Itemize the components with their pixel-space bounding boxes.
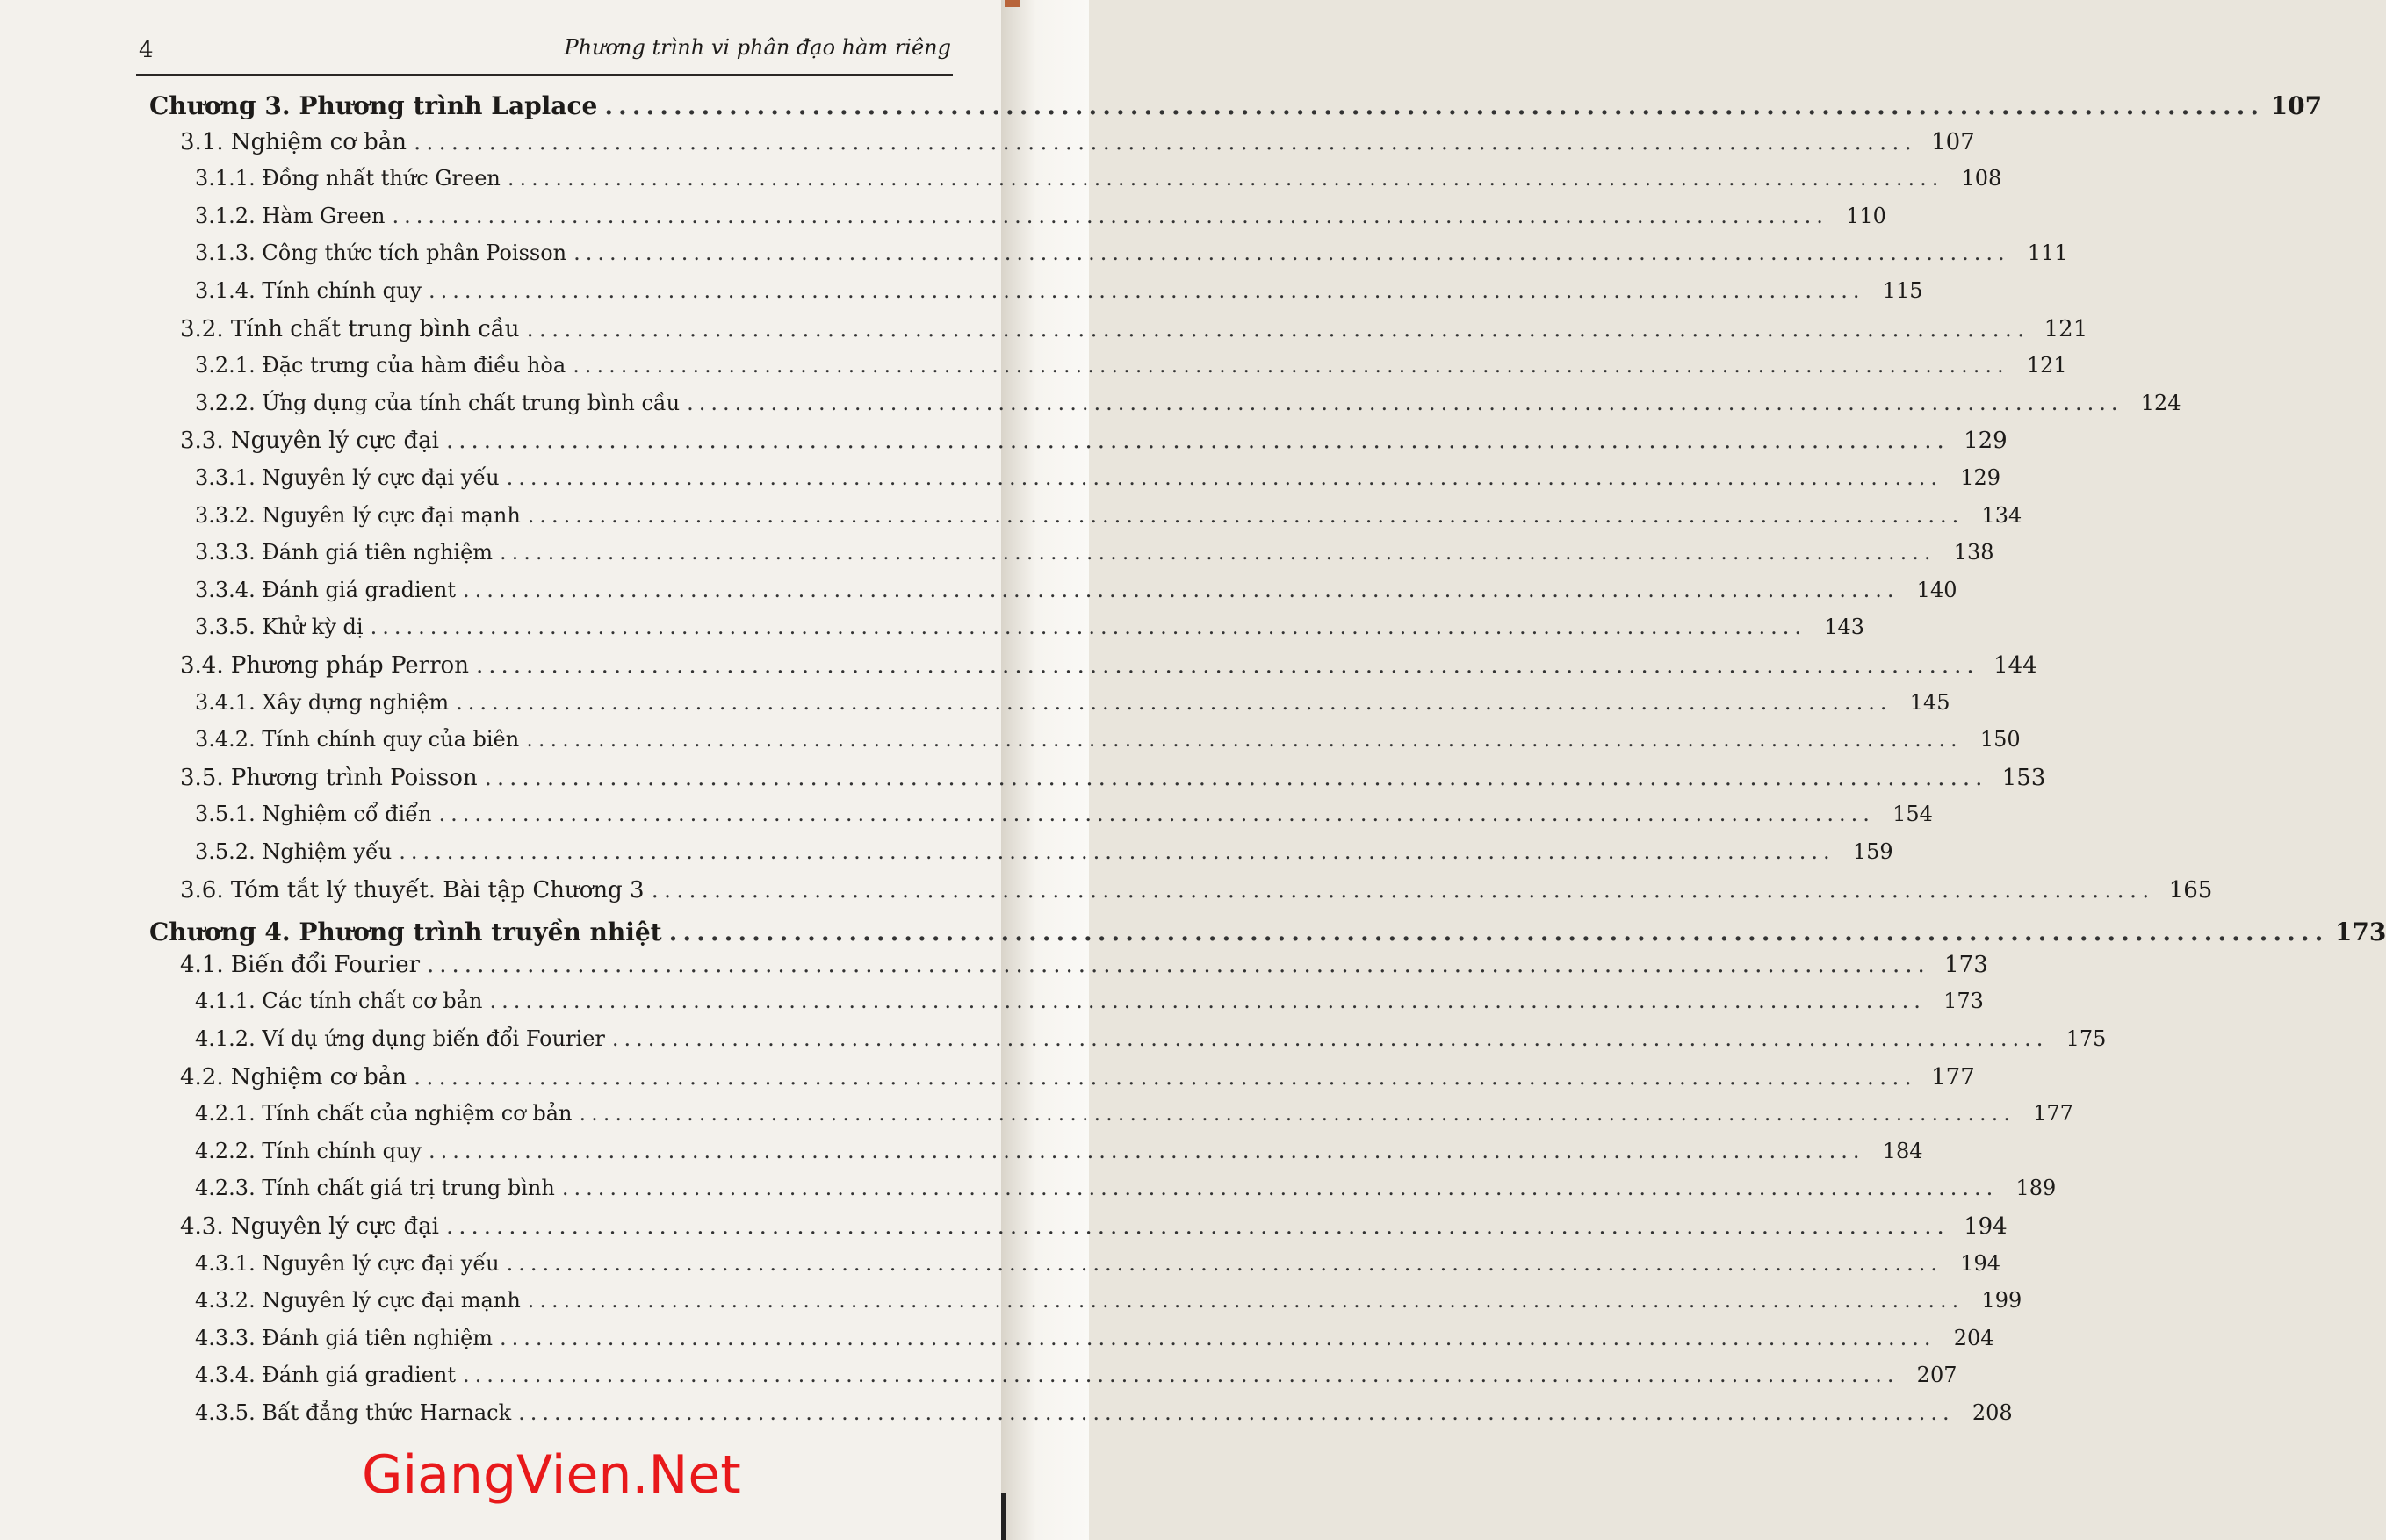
toc-entry-sub	[195, 1288, 2022, 1323]
toc-entry-sub	[195, 166, 2002, 201]
toc-leader-dots: ........................................................................................................................	[506, 465, 1943, 490]
toc-entry-label: 3.4. Phương pháp Perron	[180, 652, 469, 679]
toc-leader-dots: ........................................................................................................................	[651, 876, 2155, 903]
toc-entry-page: 165	[2168, 876, 2213, 903]
toc-leader-dots: ........................................................................................................................	[507, 166, 1944, 191]
toc-entry-section	[180, 1213, 2008, 1249]
toc-entry-sub	[195, 1363, 1957, 1398]
toc-entry-page: 115	[1882, 278, 1923, 303]
toc-leader-dots: ........................................................................................................................	[427, 951, 1930, 978]
toc-leader-dots: ........................................................................................................................	[392, 203, 1828, 228]
toc-entry-label: 4.2.1. Tính chất của nghiệm cơ bản	[195, 1101, 573, 1126]
toc-leader-dots: ........................................................................................................................	[370, 615, 1807, 640]
toc-entry-section	[180, 128, 1975, 164]
toc-entry-label: 3.4.1. Xây dựng nghiệm	[195, 689, 450, 715]
toc-entry-page: 121	[2044, 315, 2088, 342]
toc-entry-page: 199	[1981, 1288, 2022, 1313]
toc-leader-dots: ........................................................................................................................	[445, 428, 1950, 455]
toc-entry-label: 3.3. Nguyên lý cực đại	[180, 428, 439, 455]
toc-entry-label: 4.2. Nghiệm cơ bản	[180, 1063, 407, 1090]
toc-entry-page: 159	[1852, 839, 1893, 864]
toc-entry-page: 145	[1909, 689, 1950, 715]
toc-entry-label: 3.1.1. Đồng nhất thức Green	[195, 166, 501, 191]
toc-leader-dots: ........................................................................................................................	[414, 1063, 1917, 1090]
toc-entry-section	[180, 315, 2088, 351]
toc-entry-page: 110	[1846, 203, 1886, 228]
toc-entry-label: 3.6. Tóm tắt lý thuyết. Bài tập Chương 3	[180, 876, 645, 903]
toc-entry-label: 4.1.1. Các tính chất cơ bản	[195, 989, 483, 1014]
toc-entry-label: 4.2.3. Tính chất giá trị trung bình	[195, 1176, 555, 1201]
toc-entry-label: 3.3.1. Nguyên lý cực đại yếu	[195, 465, 500, 490]
toc-entry-sub	[195, 989, 1984, 1024]
toc-entry-page: 121	[2026, 353, 2067, 378]
scan-edge-mark	[1001, 1493, 1006, 1540]
page-number: 4	[139, 37, 154, 63]
toc-leader-dots: ........................................................................................................................	[489, 989, 1926, 1014]
toc-entry-page: 144	[1993, 652, 2037, 679]
toc-entry-sub	[195, 839, 1893, 874]
toc-entry-sub	[195, 1250, 2001, 1286]
toc-entry-sub	[195, 353, 2067, 388]
toc-entry-chapter	[149, 918, 2386, 953]
toc-entry-page: 177	[1931, 1063, 1975, 1090]
toc-leader-dots: ........................................................................................................................	[475, 652, 1979, 679]
toc-entry-sub	[195, 727, 2021, 762]
toc-entry-page: 208	[1972, 1400, 2013, 1425]
toc-entry-page: 173	[2334, 918, 2386, 947]
toc-entry-sub	[195, 1176, 2057, 1211]
toc-entry-label: 3.3.5. Khử kỳ dị	[195, 615, 364, 640]
toc-entry-label: 3.5.2. Nghiệm yếu	[195, 839, 393, 864]
toc-entry-sub	[195, 802, 1933, 837]
toc-entry-sub	[195, 615, 1865, 650]
toc-entry-label: 4.2.2. Tính chính quy	[195, 1138, 422, 1163]
toc-entry-page: 134	[1981, 502, 2022, 528]
toc-entry-sub	[195, 1026, 2107, 1061]
toc-entry-sub	[195, 502, 2022, 538]
toc-entry-label: 4.3. Nguyên lý cực đại	[180, 1213, 439, 1240]
toc-entry-section	[180, 951, 1988, 987]
toc-entry-sub	[195, 577, 1957, 613]
toc-entry-page: 207	[1916, 1363, 1957, 1388]
toc-leader-dots: ........................................................................................................................	[500, 540, 1936, 565]
running-title: Phương trình vi phân đạo hàm riêng	[564, 35, 951, 60]
toc-entry-sub	[195, 241, 2068, 276]
toc-entry-label: 3.4.2. Tính chính quy của biên	[195, 727, 520, 752]
toc-leader-dots: ........................................................................................................................	[414, 128, 1917, 155]
toc-entry-page: 124	[2140, 390, 2181, 415]
toc-entry-label: 4.1. Biến đổi Fourier	[180, 951, 421, 978]
toc-entry-page: 107	[2270, 91, 2323, 120]
toc-entry-page: 107	[1931, 128, 1975, 155]
toc-leader-dots: ........................................................................................................................	[438, 802, 1875, 827]
toc-entry-page: 194	[1964, 1213, 2008, 1240]
toc-entry-page: 189	[2015, 1176, 2057, 1201]
toc-leader-dots: ........................................................................................................................	[668, 918, 2329, 947]
toc-entry-section	[180, 652, 2037, 687]
toc-leader-dots: ........................................................................................................................	[604, 91, 2265, 120]
toc-entry-label: 4.3.4. Đánh giá gradient	[195, 1363, 457, 1388]
toc-entry-sub	[195, 1101, 2073, 1136]
toc-leader-dots: ........................................................................................................................	[573, 241, 2010, 266]
toc-entry-label: 4.1.2. Ví dụ ứng dụng biến đổi Fourier	[195, 1026, 605, 1051]
toc-entry-page: 154	[1892, 802, 1933, 827]
toc-entry-sub	[195, 1325, 1994, 1361]
toc-entry-sub	[195, 390, 2181, 426]
toc-leader-dots: ........................................................................................................................	[687, 390, 2123, 415]
toc-entry-label: 3.5. Phương trình Poisson	[180, 764, 478, 791]
toc-leader-dots: ........................................................................................................................	[506, 1250, 1943, 1276]
toc-entry-label: 4.3.2. Nguyên lý cực đại mạnh	[195, 1288, 521, 1313]
toc-leader-dots: ........................................................................................................................	[429, 1138, 1865, 1163]
toc-entry-page: 177	[2033, 1101, 2073, 1126]
toc-entry-label: 3.2.1. Đặc trưng của hàm điều hòa	[195, 353, 566, 378]
toc-entry-page: 108	[1961, 166, 2002, 191]
toc-leader-dots: ........................................................................................................................	[500, 1325, 1936, 1350]
toc-leader-dots: ........................................................................................................................	[579, 1101, 2015, 1126]
toc-entry-page: 153	[2001, 764, 2046, 791]
toc-entry-page: 129	[1960, 465, 2001, 490]
toc-entry-page: 111	[2027, 241, 2068, 266]
toc-entry-sub	[195, 689, 1950, 725]
toc-entry-label: 3.5.1. Nghiệm cổ điển	[195, 802, 432, 827]
toc-leader-dots: ........................................................................................................................	[463, 577, 1899, 602]
toc-entry-section	[180, 1063, 1975, 1099]
toc-entry-label: 4.3.1. Nguyên lý cực đại yếu	[195, 1250, 500, 1276]
toc-entry-page: 184	[1882, 1138, 1923, 1163]
toc-entry-label: 3.3.3. Đánh giá tiên nghiệm	[195, 540, 494, 565]
toc-entry-label: Chương 3. Phương trình Laplace	[149, 91, 598, 120]
toc-entry-page: 138	[1953, 540, 1994, 565]
toc-entry-sub	[195, 1400, 2013, 1436]
toc-leader-dots: ........................................................................................................................	[611, 1026, 2049, 1051]
toc-entry-sub	[195, 540, 1994, 575]
toc-entry-section	[180, 428, 2008, 463]
toc-entry-chapter	[149, 91, 2323, 126]
toc-leader-dots: ........................................................................................................................	[527, 1288, 1964, 1313]
toc-entry-label: 3.3.4. Đánh giá gradient	[195, 577, 457, 602]
toc-leader-dots: ........................................................................................................................	[484, 764, 1988, 791]
watermark-text: GiangVien.Net	[362, 1444, 741, 1506]
toc-entry-section	[180, 764, 2046, 800]
toc-entry-section	[180, 876, 2213, 912]
toc-entry-sub	[195, 203, 1886, 239]
toc-leader-dots: ........................................................................................................................	[518, 1400, 1955, 1425]
toc-entry-label: Chương 4. Phương trình truyền nhiệt	[149, 918, 662, 947]
toc-entry-label: 3.1.2. Hàm Green	[195, 203, 386, 228]
toc-entry-page: 204	[1953, 1325, 1994, 1350]
toc-leader-dots: ........................................................................................................................	[429, 278, 1865, 303]
toc-leader-dots: ........................................................................................................................	[445, 1213, 1950, 1240]
toc-entry-label: 3.2. Tính chất trung bình cầu	[180, 315, 520, 342]
toc-entry-label: 4.3.3. Đánh giá tiên nghiệm	[195, 1325, 494, 1350]
toc-entry-page: 129	[1964, 428, 2008, 455]
toc-entry-label: 3.1.4. Tính chính quy	[195, 278, 422, 303]
toc-entry-sub	[195, 465, 2001, 500]
toc-leader-dots: ........................................................................................................................	[561, 1176, 1999, 1201]
toc-entry-page: 143	[1824, 615, 1865, 640]
toc-leader-dots: ........................................................................................................................	[526, 315, 2030, 342]
toc-leader-dots: ........................................................................................................................	[456, 689, 1892, 715]
toc-entry-sub	[195, 1138, 1923, 1174]
toc-leader-dots: ........................................................................................................................	[527, 502, 1964, 528]
toc-entry-label: 3.1.3. Công thức tích phân Poisson	[195, 241, 567, 266]
toc-leader-dots: ........................................................................................................................	[573, 353, 2009, 378]
page-corner-mark	[1005, 0, 1020, 7]
toc-entry-page: 175	[2065, 1026, 2107, 1051]
toc-entry-page: 194	[1960, 1250, 2001, 1276]
toc-entry-page: 173	[1944, 951, 1988, 978]
toc-entry-page: 173	[1943, 989, 1984, 1014]
toc-leader-dots: ........................................................................................................................	[399, 839, 1835, 864]
toc-entry-page: 140	[1916, 577, 1957, 602]
toc-leader-dots: ........................................................................................................................	[463, 1363, 1899, 1388]
toc-entry-label: 3.1. Nghiệm cơ bản	[180, 128, 407, 155]
toc-entry-page: 150	[1979, 727, 2021, 752]
toc-entry-label: 3.3.2. Nguyên lý cực đại mạnh	[195, 502, 521, 528]
toc-entry-sub	[195, 278, 1923, 313]
toc-entry-label: 3.2.2. Ứng dụng của tính chất trung bình cầu	[195, 390, 681, 415]
toc-entry-label: 4.3.5. Bất đẳng thức Harnack	[195, 1400, 512, 1425]
toc-leader-dots: ........................................................................................................................	[526, 727, 1963, 752]
